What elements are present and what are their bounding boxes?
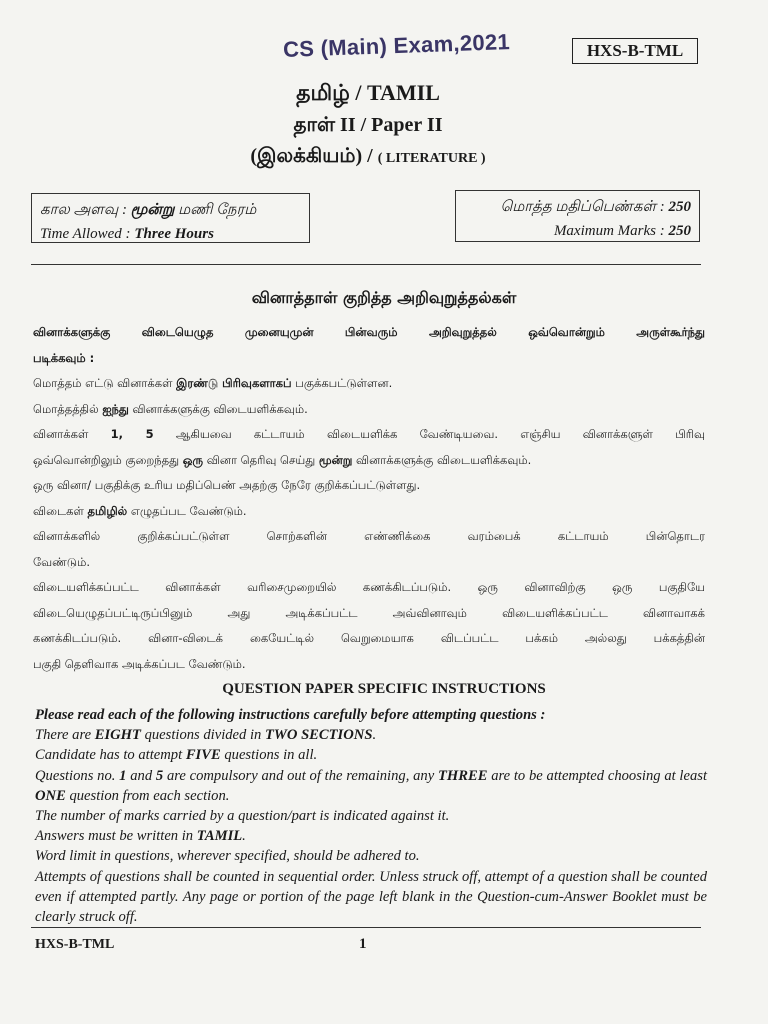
time-en-prefix: Time Allowed : — [40, 226, 135, 242]
subject-title-english: TAMIL — [366, 80, 440, 105]
time-allowed-box — [31, 193, 310, 243]
ta-p3-2e: வினாக்களுக்கு விடையளிக்கவும். — [352, 452, 532, 467]
english-instruction-6: Word limit in questions, wherever specified, should be adhered to. — [35, 848, 420, 865]
english-instruction-1 — [35, 725, 707, 745]
tamil-instruction-5 — [33, 499, 705, 525]
ta-p3-2a: ஒவ்வொன்றிலும் குறைந்தது — [33, 452, 183, 467]
ta-p3-1b: 1, 5 — [110, 427, 154, 441]
en-l1-b: EIGHT — [94, 727, 141, 744]
ta-p3-2b: ஒரு — [182, 452, 204, 467]
paper-number-tamil: தாள் II — [293, 114, 356, 136]
english-instruction-5 — [35, 826, 707, 846]
en-l1-e: . — [372, 727, 377, 744]
english-instruction-3 — [35, 766, 707, 806]
en-l2-a: Candidate has to attempt — [35, 747, 186, 764]
marks-en-value: 250 — [668, 223, 691, 239]
marks-en-prefix: Maximum Marks : — [553, 223, 669, 239]
en-l5-b: TAMIL — [196, 828, 243, 845]
english-instructions — [35, 705, 707, 927]
english-instructions-lead: Please read each of the following instructions carefully before attempting questions : — [35, 707, 546, 723]
exam-stamp: CS (Main) Exam,2021 — [282, 29, 511, 62]
tamil-instructions — [33, 320, 705, 677]
en-l3-f: THREE — [437, 767, 488, 784]
page-number: 1 — [359, 936, 367, 952]
paper-number-english: Paper II — [371, 114, 443, 136]
en-l3-c: and — [126, 767, 156, 784]
en-l3-i: question from each section. — [65, 787, 230, 804]
subject-title: தமிழ் / TAMIL — [296, 80, 440, 105]
marks-ta-value: 250 — [668, 199, 691, 215]
tamil-instructions-heading: வினாத்தாள் குறித்த அறிவுறுத்தல்கள் — [251, 288, 517, 307]
paper-subtitle: (இலக்கியம்) / ( LITERATURE ) — [250, 145, 486, 167]
ta-p5-a: விடைகள் — [33, 503, 88, 518]
ta-p2-c: வினாக்களுக்கு விடையளிக்கவும். — [128, 401, 308, 416]
paper-code-box: HXS-B-TML — [572, 38, 698, 64]
max-marks-box — [455, 190, 700, 242]
tamil-instruction-3-line-1 — [33, 422, 705, 448]
tamil-instruction-7-line-2: விடையெழுதப்பட்டிருப்பினும் அது அடிக்கப்பட்ட அவ்வினாவும் விடையளிக்கப்பட்ட வினாவாகக் — [33, 605, 705, 620]
ta-p1-b: இரண்டு பிரிவுகளாகப் — [176, 376, 292, 390]
english-instruction-4: The number of marks carried by a question/part is indicated against it. — [35, 808, 450, 825]
time-allowed-tamil — [40, 198, 301, 222]
en-l3-a: Questions no. — [35, 767, 120, 784]
en-l5-a: Answers must be written in — [35, 828, 197, 845]
english-instruction-2 — [35, 745, 707, 765]
en-l3-h: ONE — [35, 787, 66, 804]
time-allowed-english — [40, 222, 301, 246]
ta-p5-b: தமிழில் — [87, 503, 128, 518]
en-l2-b: FIVE — [185, 747, 221, 764]
ta-p3-2c: வினா தெரிவு செய்து — [203, 452, 319, 467]
ta-p5-c: எழுதப்பட வேண்டும். — [127, 503, 247, 518]
max-marks-english — [464, 219, 691, 243]
english-instructions-heading: QUESTION PAPER SPECIFIC INSTRUCTIONS — [222, 681, 546, 697]
time-ta-suffix: மணி நேரம் — [174, 202, 257, 218]
en-l2-c: questions in all. — [220, 747, 318, 764]
paper-subtitle-tamil: (இலக்கியம்) — [250, 145, 363, 167]
tamil-instruction-7-line-4: பகுதி தெளிவாக அடிக்கப்பட வேண்டும். — [33, 656, 246, 671]
marks-ta-prefix: மொத்த மதிப்பெண்கள் : — [500, 199, 669, 215]
footer-paper-code: HXS-B-TML — [35, 937, 115, 952]
ta-p1-c: பகுக்கபட்டுள்ளன. — [291, 376, 393, 390]
tamil-instruction-4: ஒரு வினா/ பகுதிக்கு உரிய மதிப்பெண் அதற்கு நேரே குறிக்கப்பட்டுள்ளது. — [33, 478, 421, 492]
tamil-instruction-3-line-2 — [33, 448, 705, 474]
tamil-instruction-7-line-1: விடையளிக்கப்பட்ட வினாக்கள் வரிசைமுறையில் கணக்கிடப்படும். ஒரு வினாவிற்கு ஒரு பகுதியே — [33, 580, 705, 594]
ta-p1-a: மொத்தம் எட்டு வினாக்கள் — [33, 376, 177, 390]
ta-p2-b: ஐந்து — [102, 401, 129, 416]
top-divider — [31, 264, 701, 265]
ta-p3-2d: மூன்று — [318, 452, 353, 467]
tamil-instruction-6-line-2: வேண்டும். — [33, 554, 90, 569]
tamil-instruction-2 — [33, 397, 705, 423]
en-l1-d: TWO SECTIONS — [264, 727, 373, 744]
tamil-intro-line-2: படிக்கவும் : — [33, 350, 95, 365]
en-l5-c: . — [242, 828, 246, 845]
time-ta-prefix: கால அளவு : — [40, 202, 131, 218]
paper-subtitle-english: ( LITERATURE ) — [377, 151, 486, 166]
ta-p3-1c: ஆகியவை கட்டாயம் விடையளிக்க வேண்டியவை. எஞ்சிய வினாக்களுள் பிரிவு — [153, 427, 705, 441]
en-l3-d: 5 — [155, 767, 164, 784]
tamil-instruction-1 — [33, 371, 705, 397]
en-l1-c: questions divided in — [140, 727, 265, 744]
bottom-divider — [31, 927, 701, 928]
time-en-bold: Three Hours — [134, 226, 214, 242]
time-ta-bold: மூன்று — [130, 202, 175, 218]
tamil-instruction-7-line-3: கணக்கிடப்படும். வினா-விடைக் கையேட்டில் வெறுமையாக விடப்பட்ட பக்கம் அல்லது பக்கத்தின் — [33, 631, 705, 645]
en-l3-g: are to be attempted choosing at least — [487, 767, 707, 784]
en-l3-b: 1 — [119, 767, 127, 784]
tamil-intro-line-1: வினாக்களுக்கு விடையெழுத முனையுமுன் பின்வரும் அறிவுறுத்தல் ஒவ்வொன்றும் அருள்கூர்ந்து — [33, 325, 705, 339]
ta-p2-a: மொத்தத்தில் — [33, 401, 103, 416]
en-l3-e: are compulsory and out of the remaining, any — [163, 767, 438, 784]
en-l1-a: There are — [35, 727, 95, 744]
max-marks-tamil — [464, 195, 691, 219]
tamil-instruction-6-line-1: வினாக்களில் குறிக்கப்பட்டுள்ள சொற்களின் எண்ணிக்கை வரம்பைக் கட்டாயம் பின்தொடர — [33, 529, 705, 543]
ta-p3-1a: வினாக்கள் — [33, 427, 111, 441]
english-instruction-7: Attempts of questions shall be counted in sequential order. Unless struck off, attempt of a question shall be counted even if attempted partly. Any page or portion of the page left blank in the Question-cum-Answer Booklet must be clearly struck off. — [35, 868, 707, 926]
paper-number: தாள் II / Paper II — [293, 114, 443, 136]
subject-title-tamil: தமிழ் — [296, 80, 350, 105]
